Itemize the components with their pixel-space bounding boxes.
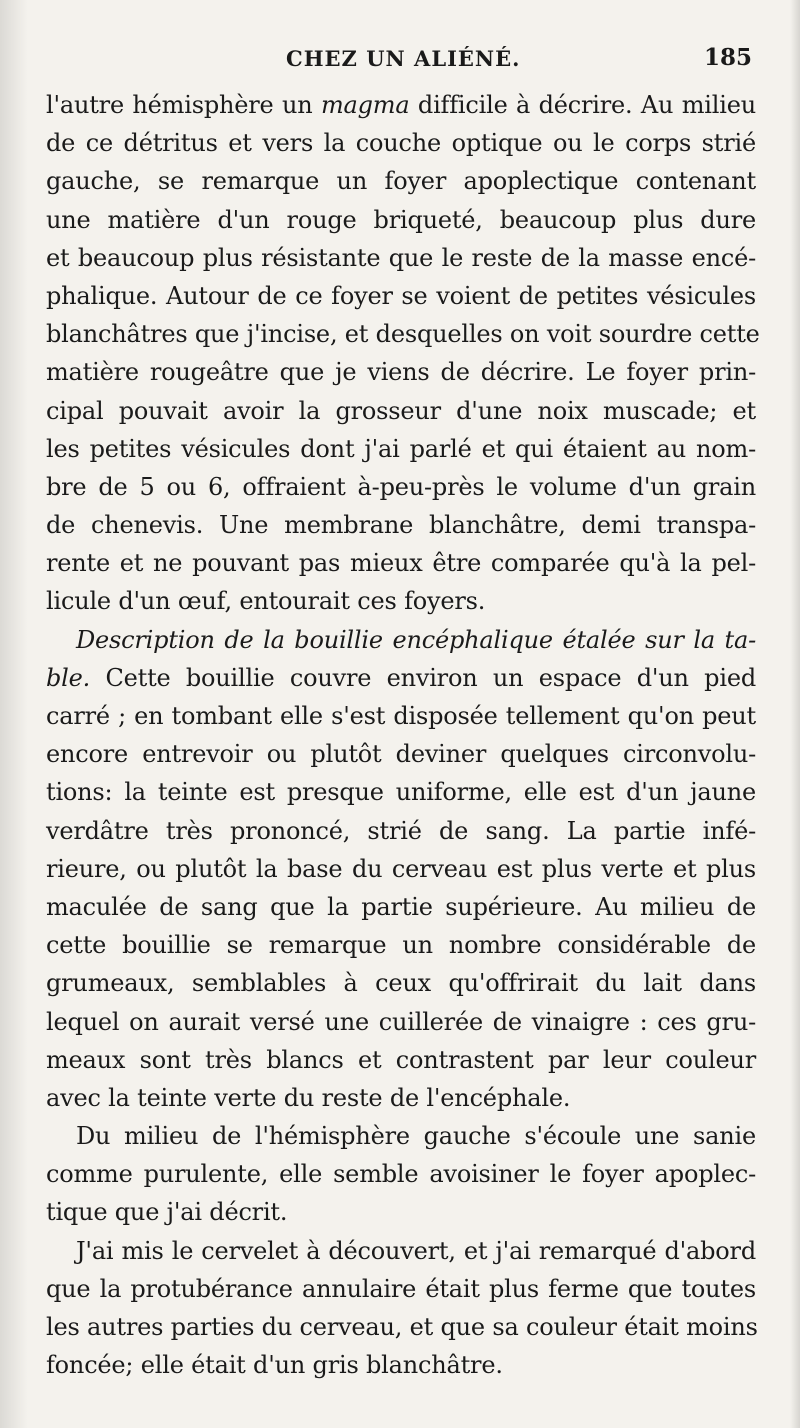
text-line [46,812,756,850]
text-line [46,277,756,315]
text-segment: foncée; elle était d'un gris blanchâtre. [46,1351,503,1380]
text-segment: comme purulente, elle semble avoisiner le foyer apoplec- [46,1160,756,1189]
text-line [46,86,756,124]
text-line [46,1003,756,1041]
text-line [46,544,756,582]
running-head [48,40,752,80]
text-line [46,201,756,239]
text-line [46,926,756,964]
text-line [46,697,756,735]
text-line [46,1079,756,1117]
text-line [46,392,756,430]
text-line [46,1041,756,1079]
text-line [46,735,756,773]
text-segment: de chenevis. Une membrane blanchâtre, demi transpa- [46,511,756,540]
text-segment: cipal pouvait avoir la grosseur d'une noix muscade; et [46,396,756,425]
text-segment: J'ai mis le cervelet à découvert, et j'ai remarqué d'abord [76,1236,756,1265]
text-segment: maculée de sang que la partie supérieure. Au milieu de [46,892,756,921]
text-segment: de ce détritus et vers la couche optique ou le corps strié [46,129,756,158]
page-number: 185 [703,44,752,71]
text-line [46,162,756,200]
text-segment: bre de 5 ou 6, offraient à-peu-près le volume d'un grain [46,472,756,501]
text-line [46,964,756,1002]
text-line [46,773,756,811]
running-head-title: CHEZ UN ALIÉNÉ. [286,46,521,71]
text-segment: Cette bouillie couvre environ un espace d'un pied [90,663,756,692]
text-segment: carré ; en tombant elle s'est disposée tellement qu'on peut [46,702,756,730]
text-segment: encore entrevoir ou plutôt deviner quelques circonvolu- [46,740,756,769]
text-segment: phalique. Autour de ce foyer se voient de petites vésicules [46,281,756,310]
text-segment: les petites vésicules dont j'ai parlé et qui étaient au nom- [46,434,756,463]
text-line [46,124,756,162]
text-segment: gauche, se remarque un foyer apoplectique contenant [46,167,756,196]
text-segment: les autres parties du cerveau, et que sa couleur était moins [46,1313,758,1341]
text-line [46,430,756,468]
text-line [46,621,756,659]
text-line [46,1232,756,1270]
text-segment: verdâtre très prononcé, strié de sang. La partie infé- [46,816,756,845]
page-edge-shadow [790,0,800,1428]
text-segment: rente et ne pouvant pas mieux être comparée qu'à la pel- [46,549,756,578]
text-segment: grumeaux, semblables à ceux qu'offrirait du lait dans [46,969,756,998]
text-line [46,1270,756,1308]
text-line [46,239,756,277]
text-segment: Du milieu de l'hémisphère gauche s'écoule une sanie [76,1122,756,1151]
page-gutter-shadow [0,0,28,1428]
text-line [46,1308,756,1346]
text-line [46,353,756,391]
text-segment: une matière d'un rouge briqueté, beaucoup plus dure [46,205,756,234]
text-line [46,315,760,353]
text-segment: avec la teinte verte du reste de l'encéphale. [46,1083,571,1112]
text-line [46,850,756,888]
text-segment: matière rougeâtre que je viens de décrire. Le foyer prin- [46,358,756,387]
text-segment: blanchâtres que j'incise, et desquelles on voit sourdre cette [46,320,760,349]
text-line [46,1117,756,1155]
italic-text: Description de la bouillie encéphalique étalée sur la ta- [76,625,756,654]
body-text [46,86,760,1384]
text-line [46,1155,756,1193]
text-segment: et beaucoup plus résistante que le reste de la masse encé- [46,243,756,272]
text-line [46,582,756,620]
text-line [46,888,756,926]
text-segment: rieure, ou plutôt la base du cerveau est plus verte et plus [46,854,756,883]
text-segment: tique que j'ai décrit. [46,1198,288,1227]
text-segment: l'autre hémisphère un [46,91,321,119]
text-line [46,1193,756,1231]
text-segment: meaux sont très blancs et contrastent par leur couleur [46,1045,756,1074]
text-line [46,468,756,506]
text-segment: difficile à décrire. Au milieu [409,91,756,119]
text-segment: licule d'un œuf, entourait ces foyers. [46,587,486,616]
italic-text: magma [320,91,410,119]
text-line [46,1346,756,1384]
text-segment: tions: la teinte est presque uniforme, elle est d'un jaune [46,778,756,807]
text-segment: lequel on aurait versé une cuillerée de vinaigre : ces gru- [46,1007,756,1036]
text-segment: que la protubérance annulaire était plus ferme que toutes [46,1274,756,1303]
text-segment: cette bouillie se remarque un nombre considérable de [46,931,756,960]
text-line [46,506,756,544]
text-line [46,659,756,697]
italic-text: ble. [46,663,91,692]
